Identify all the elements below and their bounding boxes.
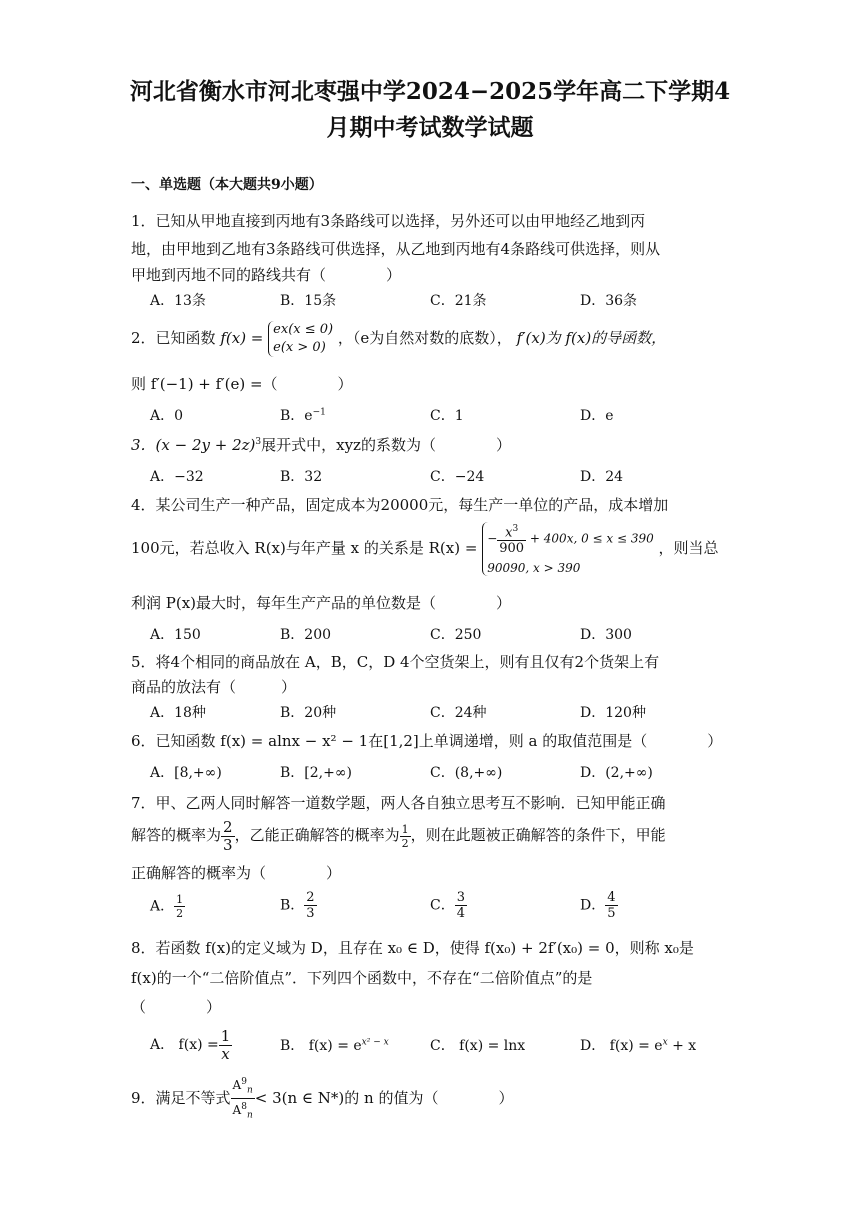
q1-option-b: B．15条 [280,293,337,309]
q4-piecewise [482,522,654,576]
q8-option-d: D． $f(x) = e^x + x$ [580,1037,697,1054]
q6-option-a: A．[8,+∞) [150,765,222,781]
q7-line-3: 正确解答的概率为（ ） [131,864,342,882]
q8-line-2: f(x)的一个“二倍阶值点”．下列四个函数中，不存在“二倍阶值点”的是 [131,969,593,987]
title-line-1: 河北省衡水市河北枣强中学2024−2025学年高二下学期4 [129,78,731,105]
q5-option-c: C．24种 [430,705,487,721]
q1-line-2: 地，由甲地到乙地有3条路线可供选择，从乙地到丙地有4条路线可供选择，则从 [131,240,661,258]
q2-option-d: D．e [580,408,614,424]
q3-option-c: C．−24 [430,469,485,485]
q8-line-1: 8．若函数 f(x)的定义域为 D，且存在 x₀ ∈ D，使得 f(x₀) + 2f′(x₀) = 0，则称 x₀是 [131,939,694,957]
q5-option-a: A．18种 [150,705,206,721]
q2-piece-2: e(x > 0) [273,340,326,355]
q4-option-c: C．250 [430,627,482,643]
q7-option-d: D． $\frac{4}{5}$ [580,890,616,921]
q2-line-2: 则 f′(−1) + f′(e) =（ ） [131,375,353,393]
q3-line: 3．$(x - 2y + 2z)^3$展开式中，xyz的系数为（ ） [131,436,511,454]
q7-option-a: A． $\frac{1}{2}$ [150,893,184,920]
q3-option-a: A．−32 [150,469,204,485]
q4-piece-2: 90090, x > 390 [487,561,581,576]
section-heading: 一、单选题（本大题共9小题） [131,177,323,193]
q2-option-c: C．1 [430,408,464,424]
q2-piece-1: ex(x ≤ 0) [273,322,334,337]
q4-line-3: 利润 P(x)最大时，每年生产产品的单位数是（ ） [131,594,512,612]
q4-option-d: D．300 [580,627,632,643]
title-line-2: 月期中考试数学试题 [326,114,534,141]
q6-line: 6．已知函数 f(x) = alnx − x² − 1在[1,2]上单调递增，则 a 的取值范围是（ ） [131,732,723,750]
q2-line-1 [131,318,666,358]
q5-option-d: D．120种 [580,705,646,721]
q8-option-a: A． f(x) = $\frac{1}{x}$ [150,1026,231,1063]
q9-line: 9．满足不等式 $\frac{A^9_n}{A^8_n}$ < 3(n ∈ N*)的 n 的值为（ ） [131,1074,513,1124]
q4-option-b: B．200 [280,627,332,643]
q8-option-c: C． f(x) = lnx [430,1038,526,1054]
q8-option-b: B． $f(x) = e^{x^2 - x}$ [280,1037,389,1054]
q5-option-b: B．20种 [280,705,337,721]
q1-option-d: D．36条 [580,293,638,309]
q7-line-2: 解答的概率为 $\frac{2}{3}$ ，乙能正确解答的概率为 $\frac{1}{2}$ ，则在此题被正确解答的条件下，甲能 [131,817,666,854]
q8-line-3: （ ） [131,998,222,1016]
q5-line-2: 商品的放法有（ ） [131,678,297,696]
q4-line-2: 100元，若总收入 R(x)与年产量 x 的关系是 R(x) = − $\frac{x^3}{900}$ + 400x, 0 ≤ x ≤ 390 90090, x > 390 ，则当总 [131,524,719,576]
q4-line-1: 4．某公司生产一种产品，固定成本为20000元，每生产一单位的产品，成本增加 [131,496,669,514]
q7-option-c: C． $\frac{3}{4}$ [430,890,465,921]
q5-line-1: 5．将4个相同的商品放在 A，B，C，D 4个空货架上，则有且仅有2个货架上有 [131,653,660,671]
q6-option-c: C．(8,+∞) [430,765,503,781]
q2-option-a: A．0 [150,408,184,424]
q1-line-3: 甲地到丙地不同的路线共有（ ） [131,266,402,284]
q1-option-c: C．21条 [430,293,487,309]
q2-option-b: B．$e^{-1}$ [280,407,326,424]
q2-mid: ，（e为自然对数的底数）， [337,329,512,347]
q1-option-a: A．13条 [150,293,206,309]
q6-option-b: B．[2,+∞) [280,765,352,781]
q6-option-d: D．(2,+∞) [580,765,653,781]
q3-option-b: B．32 [280,469,323,485]
page-title [100,74,760,146]
q2-fx: f(x) = [220,329,264,347]
q3-option-d: D．24 [580,469,624,485]
q4-piece-1: − $\frac{x^3}{900}$ + 400x, 0 ≤ x ≤ 390 [487,524,654,557]
q7-option-b: B． $\frac{2}{3}$ [280,890,315,921]
q2-lead: 2．已知函数 [131,329,216,347]
q4-option-a: A．150 [150,627,201,643]
q1-line-1: 1．已知从甲地直接到丙地有3条路线可以选择，另外还可以由甲地经乙地到丙 [131,212,646,230]
q2-fpx: f′(x)为 f(x)的导函数， [516,329,667,347]
q2-piecewise [268,321,333,357]
q7-line-1: 7．甲、乙两人同时解答一道数学题，两人各自独立思考互不影响．已知甲能正确 [131,794,666,812]
